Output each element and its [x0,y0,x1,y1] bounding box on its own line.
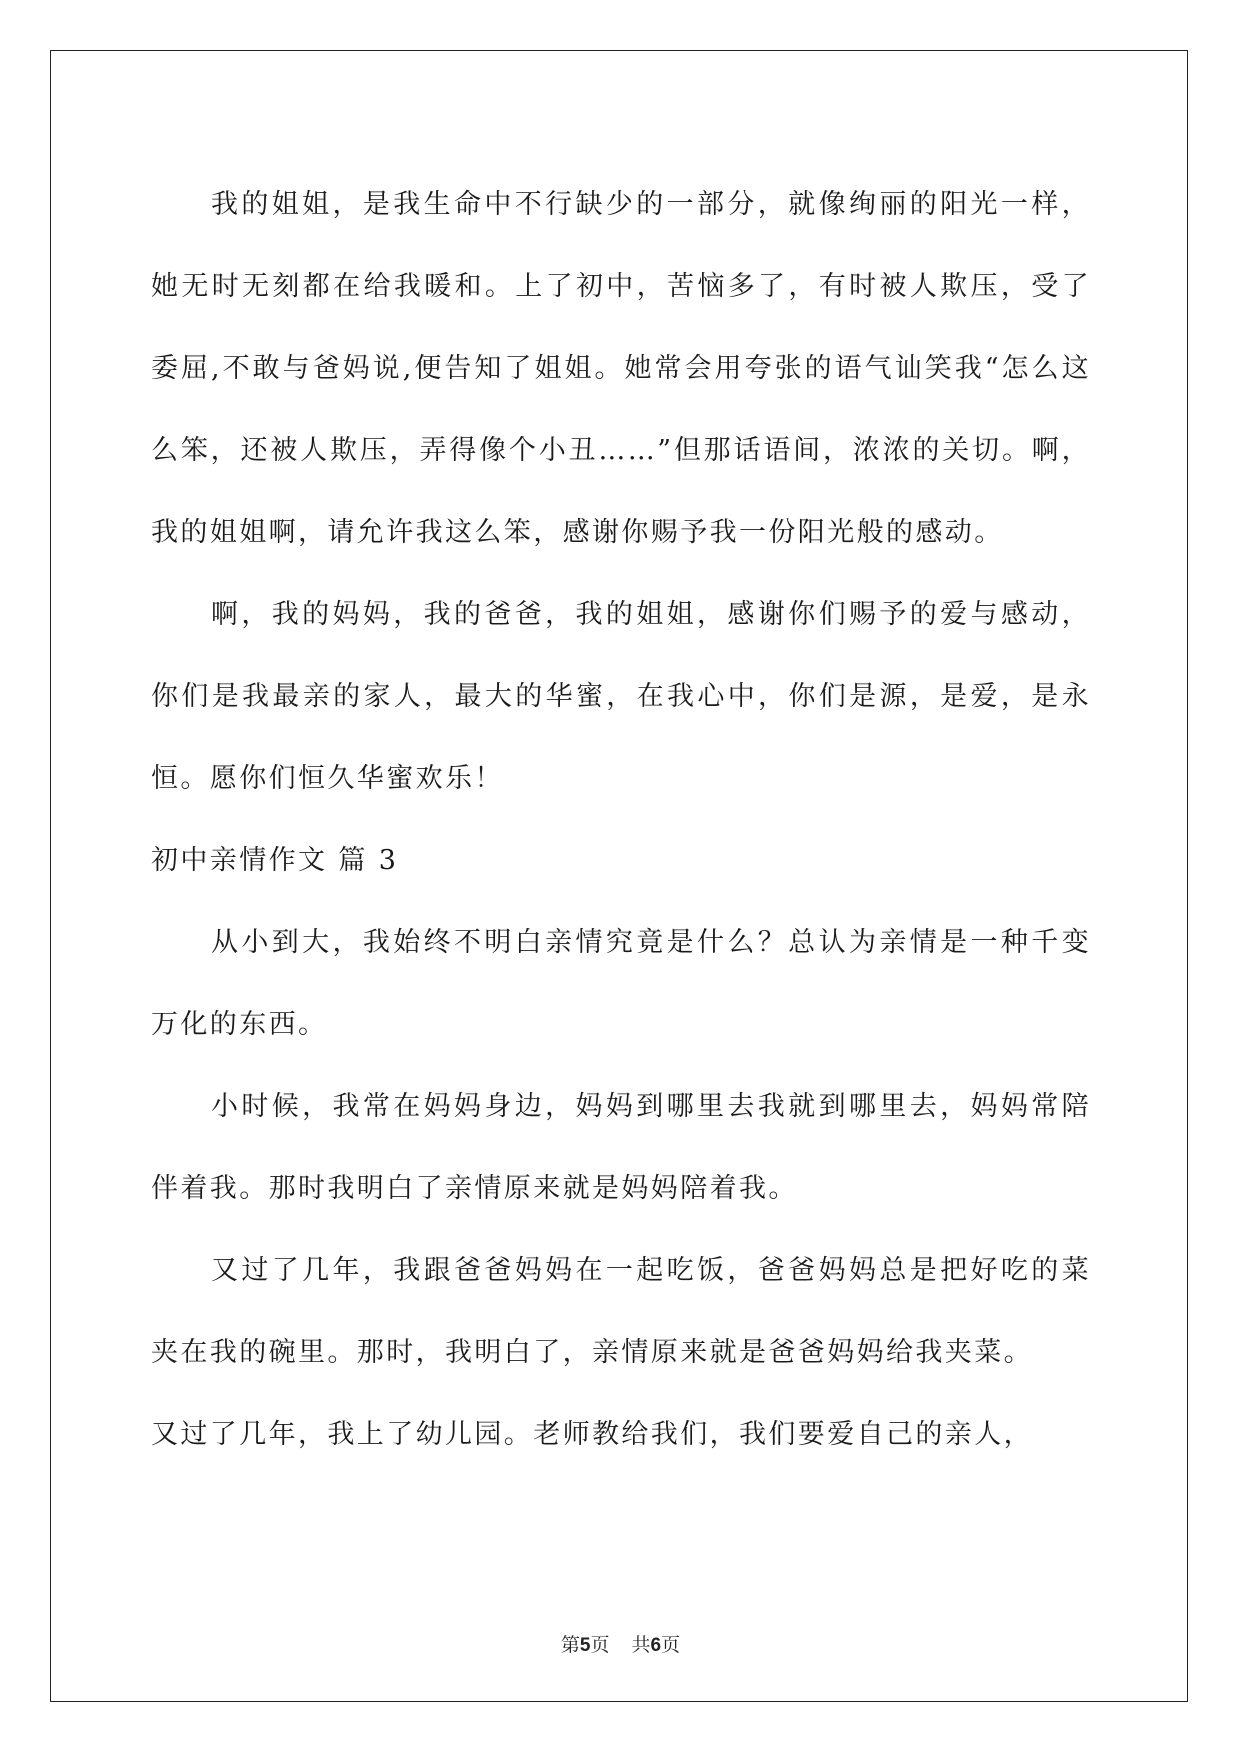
document-body [151,164,1091,1476]
section-title: 初中亲情作文 篇 3 [151,845,399,876]
total-pages-number: 6 [650,1635,662,1656]
paragraph-continued: 又过了几年，我上了幼儿园。老师教给我们，我们要爱自己的亲人， [151,1419,1033,1450]
paragraph: 从小到大，我始终不明白亲情究竟是什么？总认为亲情是一种千变万化的东西。 [151,927,1091,1040]
total-suffix: 页 [661,1634,681,1656]
paragraph: 又过了几年，我跟爸爸妈妈在一起吃饭，爸爸妈妈总是把好吃的菜夹在我的碗里。那时，我明白了，亲情原来就是爸爸妈妈给我夹菜。 [151,1255,1091,1368]
paragraph: 小时候，我常在妈妈身边，妈妈到哪里去我就到哪里去，妈妈常陪伴着我。那时我明白了亲情原来就是妈妈陪着我。 [151,1091,1091,1204]
page-prefix: 第 [560,1634,580,1656]
paragraph: 啊，我的妈妈，我的爸爸，我的姐姐，感谢你们赐予的爱与感动，你们是我最亲的家人，最大的华蜜，在我心中，你们是源，是爱，是永恒。愿你们恒久华蜜欢乐！ [151,599,1091,794]
page-suffix: 页 [590,1634,610,1656]
current-page-number: 5 [579,1635,591,1656]
page-footer [0,1630,1241,1657]
total-prefix: 共 [631,1634,651,1656]
paragraph: 我的姐姐，是我生命中不行缺少的一部分，就像绚丽的阳光一样，她无时无刻都在给我暖和。上了初中，苦恼多了，有时被人欺压，受了委屈,不敢与爸妈说,便告知了姐姐。她常会用夸张的语气讪笑我“怎么这么笨，还被人欺压，弄得像个小丑……”但那话语间，浓浓的关切。啊，我的姐姐啊，请允许我这么笨，感谢你赐予我一份阳光般的感动。 [151,189,1091,548]
